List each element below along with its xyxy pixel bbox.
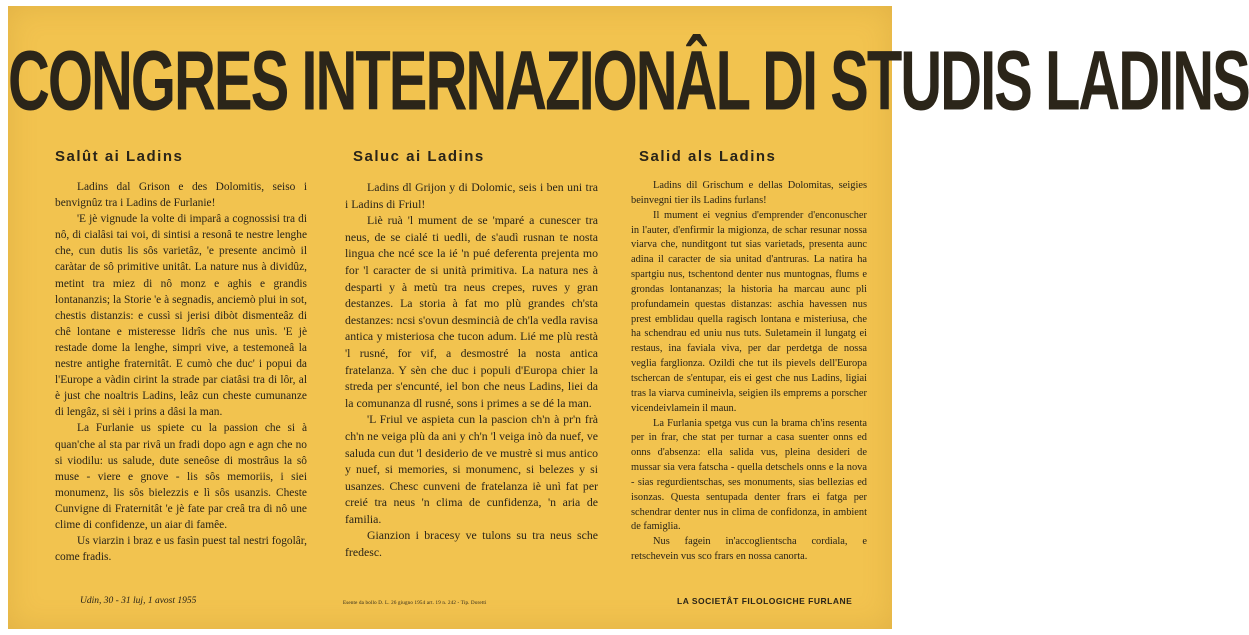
paragraph: La Furlanie us spiete cu la passion che si à quan'che al sta par rivâ un fradi dopo agn e agn che no si viodilu: us salude, dute seneôse di mostrâus la sô muse - viere e gnove - lis sôs memoriis, i siei monumenz, lis sôs bielezzis e lì sôs usanzis. Cheste Cunvigne di Fraternitât 'e jè fate par creâ tra di nô une clime di confidenze, un aiar di famêe. (55, 422, 307, 531)
column-heading: Salût ai Ladins (55, 148, 184, 165)
paragraph: Ladins dal Grison e des Dolomitis, seiso i benvignûz tra i Ladins de Furlanie! (55, 181, 307, 210)
paragraph: Us viarzin i braz e us fasìn puest tal nestri fogolâr, come fradis. (55, 535, 307, 564)
poster-sheet (8, 6, 1249, 629)
paragraph: Il mument ei vegnius d'emprender d'enconuscher in l'auter, d'enfirmir la migionza, de schar resunar nossa viarva che, nunditgont tut sias varietads, presenta aunc adina il caracter de sia unitad d'antruras. La natira ha spartgiu nus, tschentond denter nus muntognas, flums e grondas lontananzas; la historia ha marcau aunc pli profundamein questas distanzas: aschia havessen nus prest emblidau quella ragisch lontana e misteriusa, che ha schendrau ed uniu nus tuts. Suletamein il lungatg ei restaus, ina faviala viva, per dar perdetga de nossa veglia farglionza. Ozildi che tut ils pievels dell'Europa tschercan de s'entupar, eis ei gest che nus Ladins, ligiai tras la viarva cumineivla, seigien ils emprems a porscher vicendeivlamein il maun. (631, 209, 867, 414)
paragraph: Liè ruà 'l mument de se 'mparé a cunescer tra neus, de se cialé ti uedli, de s'audì rusnan te nosta lingua che ncé sce la ié 'n pué deferenta prejenta mo for 'l caracter de si unità primitiva. La natura nes à desparti y à metù tra neus crepes, ruves y gran destanzes. La storia à fat mo plù grandes ch'sta destanzes: ncsi s'ovun desmincià de ch'la vedla ravisa antica y misteriosa che tucon adum. Lié me plù restà 'l rusné, for vif, a desmostré la nosta antica fratelanza. Y sèn che duc i populi d'Europa chier la streda per s'encunté, iel bon che neus Ladins, liei da la comunanza dl rusné, sons i primes a se dé la man. (345, 213, 598, 410)
poster-title: CONGRES INTERNAZIONÂL DI STUDIS LADINS (8, 34, 1249, 129)
column-heading: Salid als Ladins (639, 148, 777, 165)
paragraph: 'E jè vignude la volte di imparâ a cognossisi tra di nô, di cialâsi tai voi, di sintisi a resonâ te nestre lenghe che, cun dutis lis sôs varietâz, 'e presente ancimò il caràtar de sô primitive unitât. La nature nus à dividûz, metint tra miez di nô monz e aghis e grandis lontananzis; la Storie 'e à segnadis, anciemò plui in sot, chestis distanzis: e cussì si jerisi dibòt dismenteâz di chê lontane e misteresse lidrîs che nus unìs. 'E jè restade dome la lenghe, simpri vive, a testemoneâ la nestre antighe fraternitât. E cumò che duc' i popui da l'Europe a vàdin cirint la strade par ciatâsi tra di lôr, al è just che noaltris Ladins, leâz cun cheste cumunanze di lengâz, si sèi i prins a dâsi la man. (55, 213, 307, 419)
column-friulian (55, 147, 307, 565)
column-heading: Saluc ai Ladins (353, 148, 485, 165)
paragraph: 'L Friul ve aspieta cun la pascion ch'n à pr'n frà ch'n ne veiga plù da ani y ch'n 'l veiga inò da nuef, ve saluda cun dut 'l desiderio de ve mustrè si mus antico y nuef, si memories, si monumenc, si belezes y si usanzes. Chesc cunveni de fratelanza iè unì fat per creié tra neus 'n clima de cunfidenza, 'n aria de familia. (345, 412, 598, 526)
publisher-name: LA SOCIETÂT FILOLOGICHE FURLANE (677, 596, 853, 606)
legal-note: Esente da bollo D. L. 26 giugno 1954 art. 19 n. 242 - Tip. Doretti (343, 601, 487, 606)
place-date: Udin, 30 - 31 luj, 1 avost 1955 (80, 596, 197, 606)
paragraph: Gianzion i bracesy ve tulons su tra neus sche fredesc. (345, 528, 598, 560)
paragraph: Nus fagein in'accoglientscha cordiala, e retschevein vus sco frars en nossa canorta. (631, 536, 867, 563)
paragraph: La Furlania spetga vus cun la brama ch'ins resenta per in frar, che stat per turnar a casa suenter onns ed onns d'absenza: ella salida vus, pleina desideri de mussar sia vera fatscha - quella detschels onns e la nova - sias regurdientschas, ses monuments, sias bellezias ed isonzas. Questa sentupada denter frars ei fatga per schendrar denter nus in clima de confidonza, in ambient de famiglia. (631, 417, 867, 533)
column-romansh (631, 147, 867, 565)
paragraph: Ladins dil Grischum e dellas Dolomitas, seigies beinvegni tier ils Ladins furlans! (631, 180, 867, 206)
column-dolomitic-ladin (345, 147, 598, 561)
paragraph: Ladins dl Grijon y di Dolomic, seis i ben uni tra i Ladins di Friul! (345, 180, 598, 211)
